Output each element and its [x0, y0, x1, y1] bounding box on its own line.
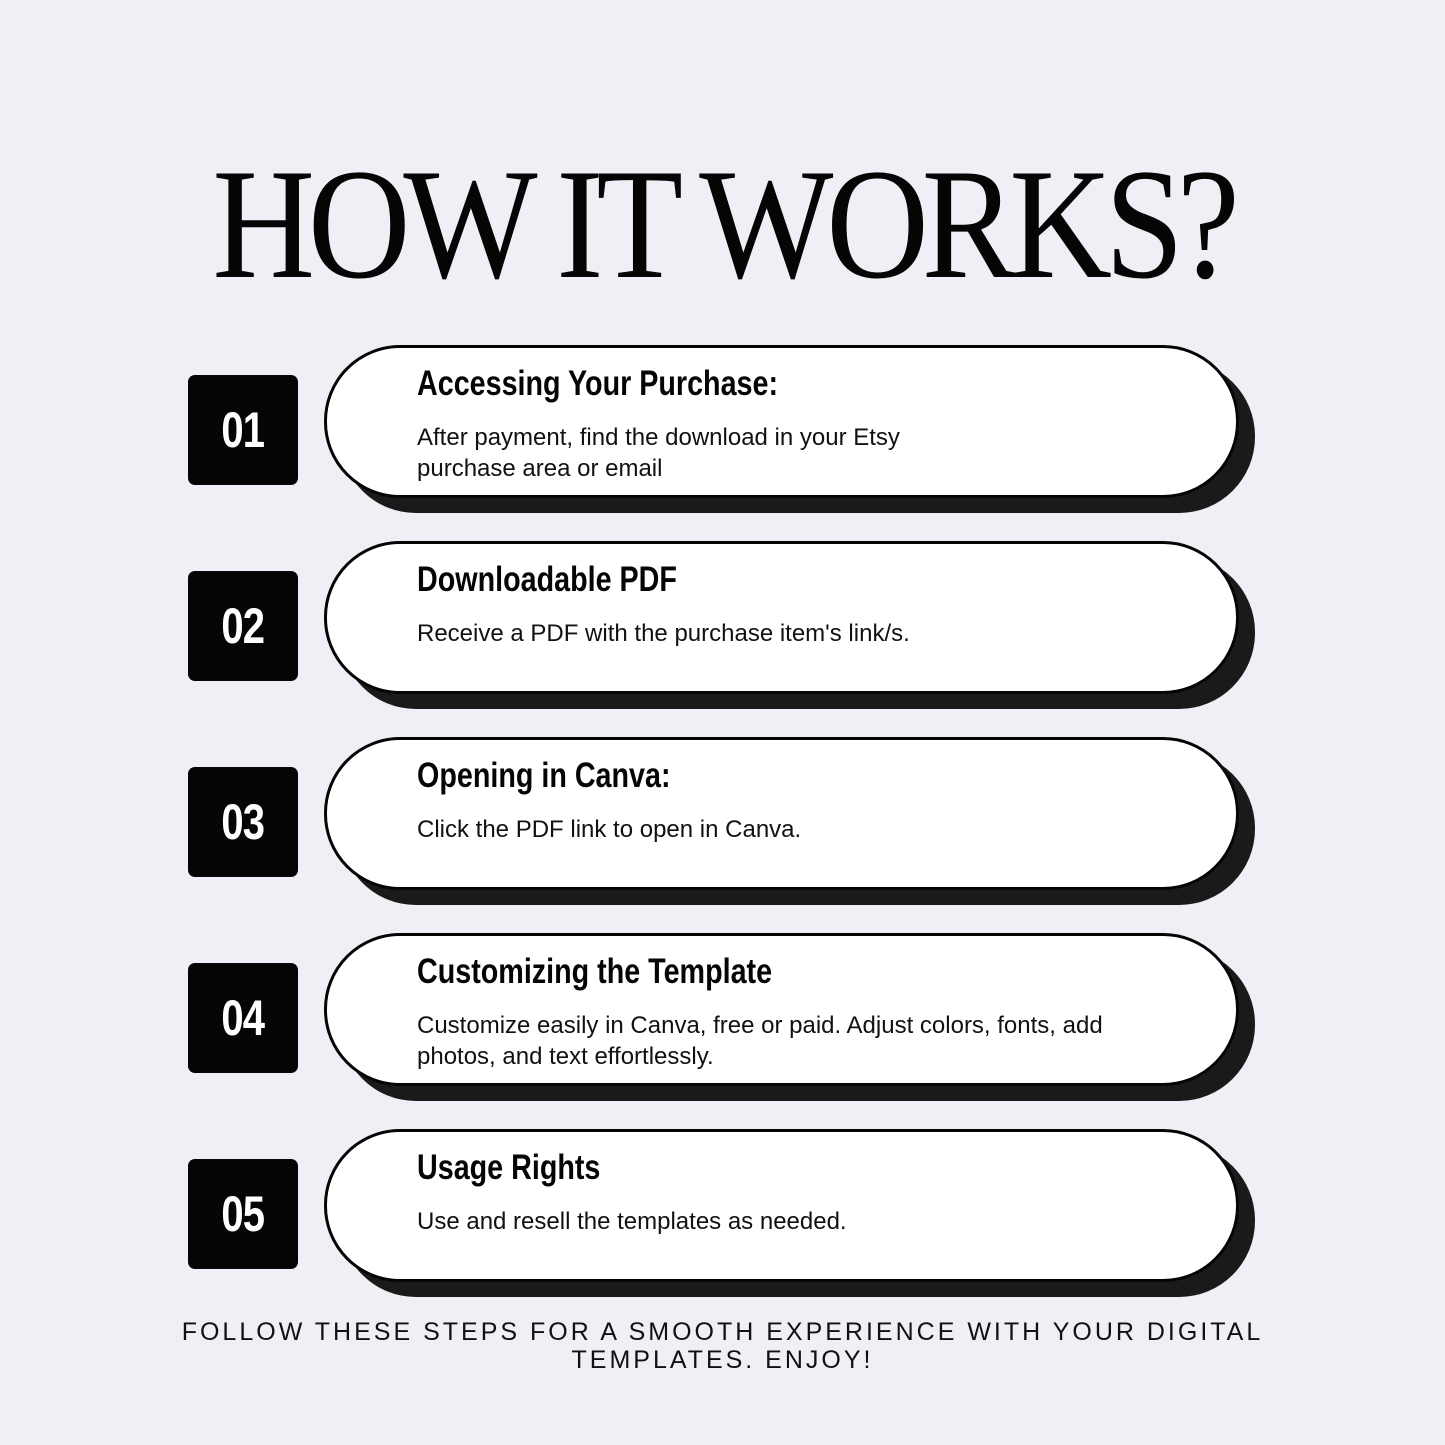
step-title: Accessing Your Purchase: — [417, 364, 779, 403]
step-description: Click the PDF link to open in Canva. — [417, 816, 802, 843]
footer-text: FOLLOW THESE STEPS FOR A SMOOTH EXPERIENCE WITH YOUR DIGITAL TEMPLATES. ENJOY! — [181, 1318, 1264, 1374]
step-title: Usage Rights — [417, 1148, 601, 1187]
step-card — [324, 345, 1239, 498]
step-title: Downloadable PDF — [417, 560, 677, 599]
step-card — [324, 737, 1239, 890]
step-title: Opening in Canva: — [417, 756, 671, 795]
step-number: 05 — [221, 1186, 265, 1242]
step-number: 03 — [221, 794, 265, 850]
step-1 — [0, 345, 1445, 520]
step-number-badge — [188, 571, 298, 681]
step-3 — [0, 737, 1445, 912]
step-description: Receive a PDF with the purchase item's link/s. — [417, 620, 910, 647]
step-number: 01 — [221, 402, 265, 458]
step-description: Use and resell the templates as needed. — [417, 1208, 847, 1235]
step-title: Customizing the Template — [417, 952, 773, 991]
step-card — [324, 933, 1239, 1086]
step-2 — [0, 541, 1445, 716]
page-title: HOW IT WORKS? — [212, 137, 1233, 312]
step-number-badge — [188, 1159, 298, 1269]
step-number: 04 — [221, 990, 265, 1046]
step-number-badge — [188, 963, 298, 1073]
step-5 — [0, 1129, 1445, 1304]
step-4 — [0, 933, 1445, 1108]
step-description: Customize easily in Canva, free or paid. Adjust colors, fonts, add photos, and text effortlessly. — [417, 1012, 1103, 1070]
step-number-badge — [188, 375, 298, 485]
step-description: After payment, find the download in your Etsy purchase area or email — [417, 424, 900, 482]
step-number-badge — [188, 767, 298, 877]
step-card — [324, 1129, 1239, 1282]
step-number: 02 — [221, 598, 265, 654]
step-card — [324, 541, 1239, 694]
